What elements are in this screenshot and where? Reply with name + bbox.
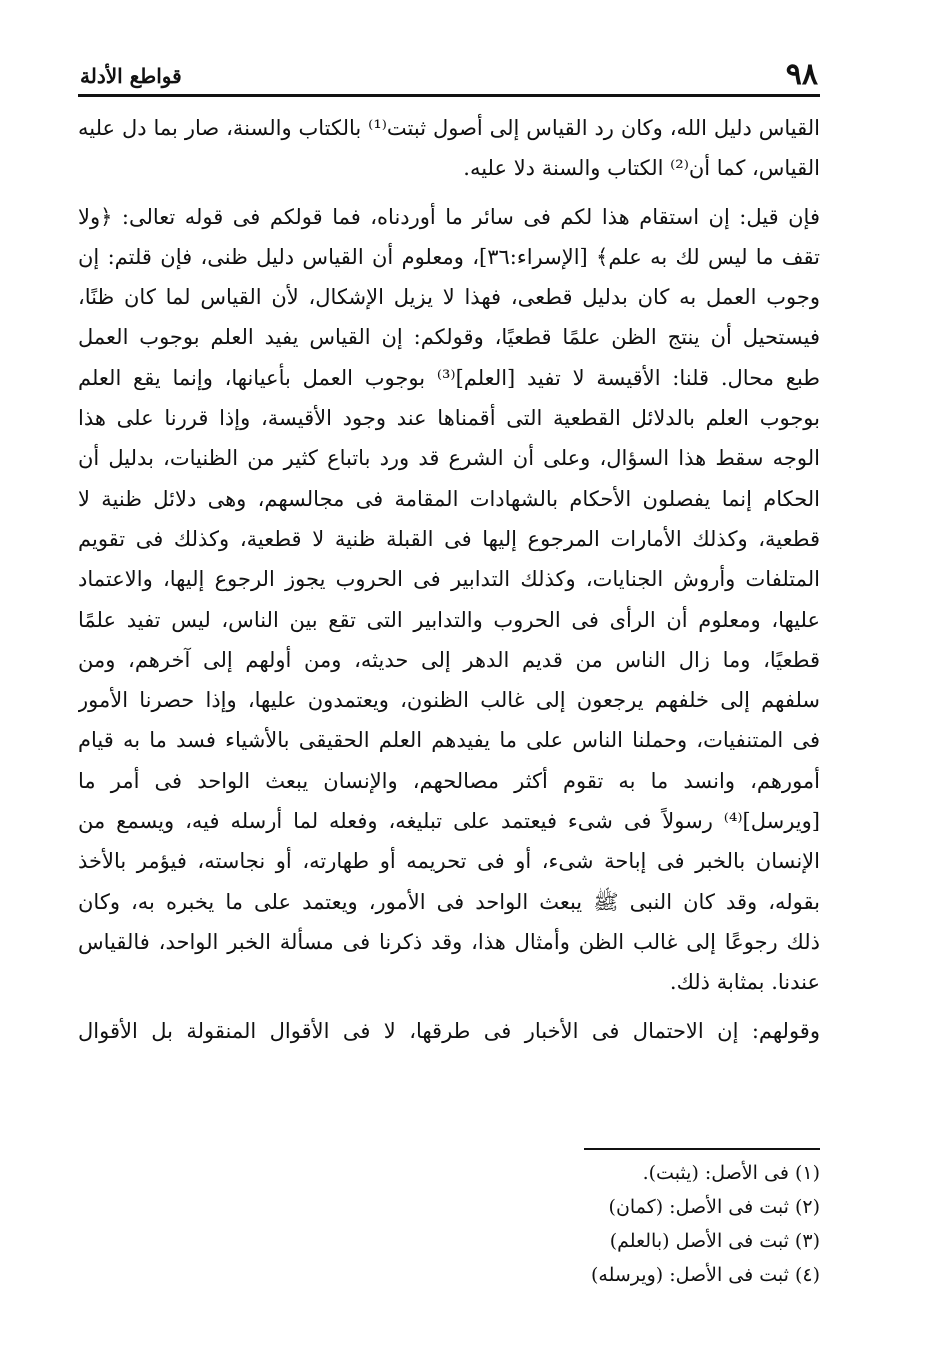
footnote: (٣) ثبت فى الأصل (بالعلم)	[609, 1230, 820, 1252]
text-line: قطعيًا، وما زال الناس من قديم الدهر إلى حديثه، ومن أولهم إلى آخرهم، ومن	[78, 647, 820, 672]
text-line: عليها، ومعلوم أن الرأى فى الحروب والتدابير التى تقع بين الناس، ليس تفيد علمًا	[78, 607, 820, 632]
text-line: طبع محال. قلنا: الأقيسة لا تفيد [العلم]⁽³⁾ بوجوب العمل بأعيانها، وإنما يقع العلم	[78, 365, 820, 390]
text-line: قطعية، وكذلك الأمارات المرجوع إليها فى القبلة ظنية لا قطعية، وكذلك فى تقويم	[78, 526, 820, 551]
text-line: فى المتنفيات، وحملنا الناس على ما يفيدهم العلم الحقيقى بالأشياء فسد ما به قيام	[78, 728, 820, 753]
text-line: وقولهم: إن الاحتمال فى الأخبار فى طرقها، لا فى الأقوال المنقولة بل الأقوال	[78, 1018, 820, 1043]
footnote-divider	[584, 1148, 820, 1150]
footnote: (٤) ثبت فى الأصل: (ويرسله)	[590, 1264, 820, 1286]
book-page	[78, 56, 820, 1316]
text-line: الحكام إنما يفصلون الأحكام بالشهادات المقامة فى مجالسهم، وهى دلائل ظنية لا	[78, 486, 820, 511]
text-line: المتلفات وأروش الجنايات، وكذلك التدابير فى الحروب يجوز الرجوع إليها، والاعتماد	[78, 567, 820, 592]
page-header	[78, 56, 820, 97]
page-number: ٩٨	[785, 57, 818, 92]
text-line: وجوب العمل به كان بدليل قطعى، فهذا لا يزيل الإشكال، لأن القياس لما كان ظنًا،	[78, 285, 820, 310]
text-line: الوجه سقط هذا السؤال، وعلى أن الشرع قد ورد باتباع كثير من الظنيات، بدليل أن	[78, 446, 820, 471]
text-line: فيستحيل أن ينتج الظن علمًا قطعيًا، وقولكم: إن القياس يفيد العلم بوجوب العمل	[78, 325, 820, 350]
text-line: [ويرسل]⁽⁴⁾ رسولاً فى شىء فيعتمد على تبليغه، وفعله لما أرسله فيه، ويسمع من	[78, 809, 820, 834]
footnote: (٢) ثبت فى الأصل: (كمان)	[608, 1196, 820, 1218]
text-line: بوجوب العلم بالدلائل القطعية التى أقمناها عند وجود الأقيسة، وإذا قررنا على هذا	[78, 406, 820, 431]
text-line: الإنسان بالخبر فى إباحة شىء، أو فى تحريمه أو طهارته، أو نجاسته، فيؤمر بالأخذ	[78, 849, 820, 874]
text-line: ذلك رجوعًا إلى غالب الظن وأمثال هذا، وقد ذكرنا فى مسألة الخبر الواحد، فالقياس	[78, 929, 820, 954]
text-line: تقف ما ليس لك به علم﴾ [الإسراء:٣٦]، ومعلوم أن القياس دليل ظنى، فإن قلتم: إن	[78, 244, 820, 269]
text-line: فإن قيل: إن استقام هذا لكم فى سائر ما أوردناه، فما قولكم فى قوله تعالى: ﴿ولا	[78, 204, 820, 229]
main-text	[78, 108, 820, 1051]
footnotes	[420, 1156, 820, 1292]
text-line: القياس، كما أن⁽²⁾ الكتاب والسنة دلا عليه.	[463, 156, 820, 181]
footnote: (١) فى الأصل: (يثبت).	[642, 1162, 820, 1184]
text-line: بقوله، وقد كان النبى ﷺ يبعث الواحد فى الأمور، ويعتمد على ما يخبره به، وكان	[78, 889, 820, 914]
paragraph-gap	[78, 1003, 820, 1011]
text-line: القياس دليل الله، وكان رد القياس إلى أصول ثبتت⁽¹⁾ بالكتاب والسنة، صار بما دل عليه	[78, 116, 820, 140]
text-line: عندنا. بمثابة ذلك.	[669, 970, 820, 995]
text-line: أمورهم، وانسد ما به تقوم أكثر مصالحهم، والإنسان يبعث الواحد فى أمر ما	[78, 768, 820, 793]
text-line: سلفهم إلى خلفهم يرجعون إلى غالب الظنون، ويعتمدون عليها، وإذا حصرنا الأمور	[78, 688, 820, 713]
paragraph-gap	[78, 189, 820, 197]
running-title: قواطع الأدلة	[80, 64, 182, 88]
